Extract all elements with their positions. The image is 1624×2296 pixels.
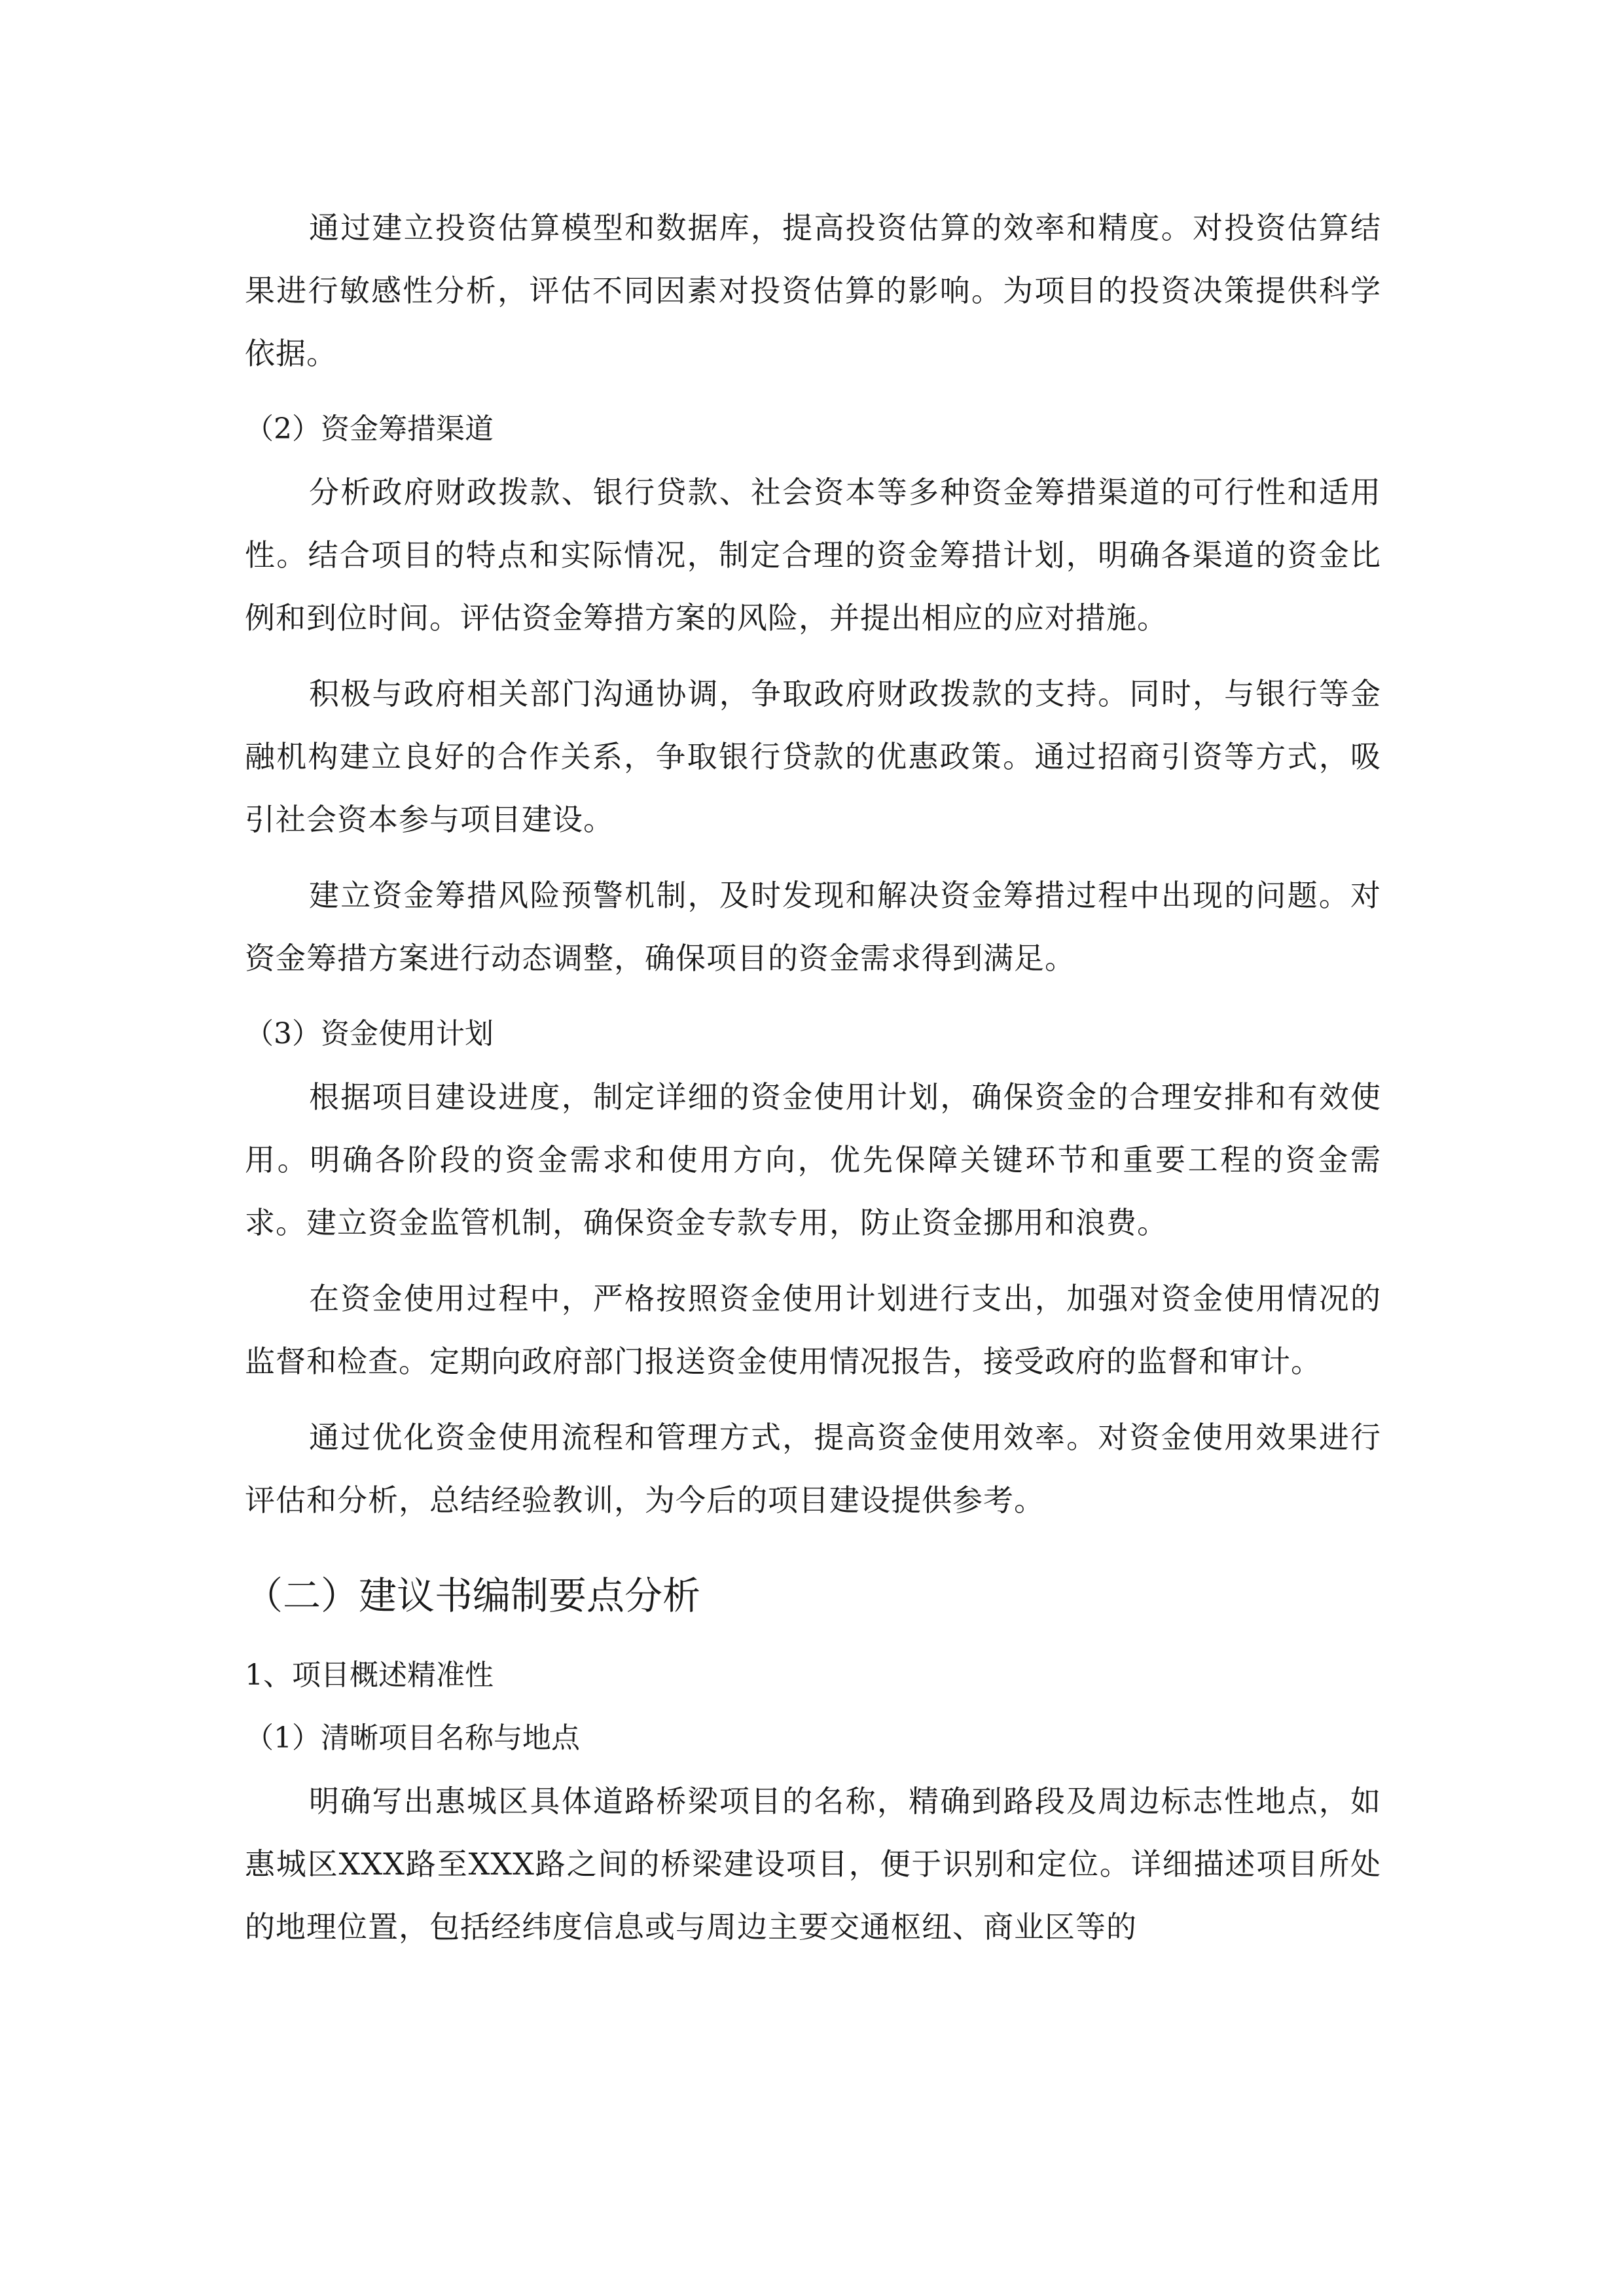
subheading-project-name-location: （1）清晰项目名称与地点 [245,1721,580,1755]
paragraph-government-coordination: 积极与政府相关部门沟通协调，争取政府财政拨款的支持。同时，与银行等金融机构建立良好的合作关系，争取银行贷款的优惠政策。通过招商引资等方式，吸引社会资本参与项目建设。 [245,676,1381,837]
section-heading-proposal-key-points: （二）建议书编制要点分析 [245,1573,701,1618]
paragraph-fund-usage-schedule: 根据项目建设进度，制定详细的资金使用计划，确保资金的合理安排和有效使用。明确各阶段的资金需求和使用方向，优先保障关键环节和重要工程的资金需求。建立资金监管机制，确保资金专款专用，防止资金挪用和浪费。 [245,1079,1381,1240]
paragraph-project-name-location-detail: 明确写出惠城区具体道路桥梁项目的名称，精确到路段及周边标志性地点，如惠城区XXX路至XXX路之间的桥梁建设项目，便于识别和定位。详细描述项目所处的地理位置，包括经纬度信息或与周边主要交通枢纽、商业区等的 [245,1784,1381,1945]
subheading-fund-usage-plan: （3）资金使用计划 [245,1017,494,1050]
paragraph-fund-usage-efficiency: 通过优化资金使用流程和管理方式，提高资金使用效率。对资金使用效果进行评估和分析，总结经验教训，为今后的项目建设提供参考。 [245,1420,1381,1518]
paragraph-investment-estimate-model: 通过建立投资估算模型和数据库，提高投资估算的效率和精度。对投资估算结果进行敏感性分析，评估不同因素对投资估算的影响。为项目的投资决策提供科学依据。 [245,210,1381,371]
paragraph-funding-channel-analysis: 分析政府财政拨款、银行贷款、社会资本等多种资金筹措渠道的可行性和适用性。结合项目的特点和实际情况，制定合理的资金筹措计划，明确各渠道的资金比例和到位时间。评估资金筹措方案的风险，并提出相应的应对措施。 [245,475,1381,636]
subheading-funding-channels: （2）资金筹措渠道 [245,412,494,446]
paragraph-fund-usage-supervision: 在资金使用过程中，严格按照资金使用计划进行支出，加强对资金使用情况的监督和检查。定期向政府部门报送资金使用情况报告，接受政府的监督和审计。 [245,1281,1381,1379]
paragraph-funding-risk-warning: 建立资金筹措风险预警机制，及时发现和解决资金筹措过程中出现的问题。对资金筹措方案进行动态调整，确保项目的资金需求得到满足。 [245,878,1381,976]
heading-project-overview-accuracy: 1、项目概述精准性 [245,1659,494,1692]
document-page [245,196,1381,1958]
